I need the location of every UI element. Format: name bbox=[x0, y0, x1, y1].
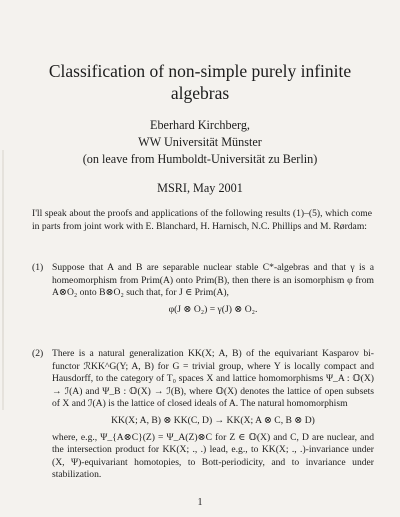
item-number: (1) bbox=[32, 262, 44, 273]
title-line-1: Classification of non-simple purely infinite bbox=[48, 61, 352, 81]
author-block bbox=[0, 117, 400, 168]
talk-date: MSRI, May 2001 bbox=[157, 181, 243, 195]
display-formula: KK(X; A, B) ⊗ KK(C, D) → KK(X; A ⊗ C, B ⊗ D) bbox=[111, 414, 315, 426]
item-text: Suppose that A and B are separable nuclear stable C*-algebras and that γ is a homeomorphism from Prim(A) onto Prim(B), then there is an isomorphism φ from A⊗O₂ onto B⊗O₂ such that, for J ∈ Prim(A), bbox=[52, 262, 374, 299]
result-item-2 bbox=[32, 348, 374, 482]
item-body bbox=[52, 262, 374, 316]
item-text: There is a natural generalization KK(X; A, B) of the equivariant Kasparov bi-functor ℛKK^G(Y; A, B) for G = trivial group, where Y is locally compact and Hausdorff, to the category of T₀ spaces X and lattice homomorphisms Ψ_A : 𝕆(X) → ℐ(A) and Ψ_B : 𝕆(X) → ℐ(B), where 𝕆(X) denotes the lattice of open subsets of X and ℐ(A) is the lattice of closed ideals of A. The natural homomorphism bbox=[52, 348, 374, 410]
item-number: (2) bbox=[32, 348, 44, 359]
item-body bbox=[52, 348, 374, 482]
result-item-1 bbox=[32, 262, 374, 320]
intro-paragraph: I'll speak about the proofs and applications of the following results (1)–(5), which come in parts from joint work with E. Blanchard, H. Harnisch, N.C. Phillips and M. Rørdam: bbox=[32, 208, 372, 232]
author-leave-note: (on leave from Humboldt-Universität zu Berlin) bbox=[82, 152, 318, 166]
page-number: 1 bbox=[197, 497, 203, 508]
author-name: Eberhard Kirchberg, bbox=[150, 118, 250, 132]
paper-title bbox=[0, 60, 400, 104]
title-line-2: algebras bbox=[170, 83, 230, 103]
item-text-continued: where, e.g., Ψ_{A⊗C}(Z) = Ψ_A(Z)⊗C for Z ∈ 𝕆(X) and C, D are nuclear, and the intersection product for KK(X; ., .) lead, e.g., to KK(X; ., .)-invariance under (X, Ψ)-equivariant homotopies, to Bott-periodicity, and to invariance under stabilization. bbox=[52, 431, 374, 481]
author-affiliation: WW Universität Münster bbox=[138, 135, 262, 149]
display-formula: φ(J ⊗ O₂) = γ(J) ⊗ O₂. bbox=[168, 303, 258, 315]
